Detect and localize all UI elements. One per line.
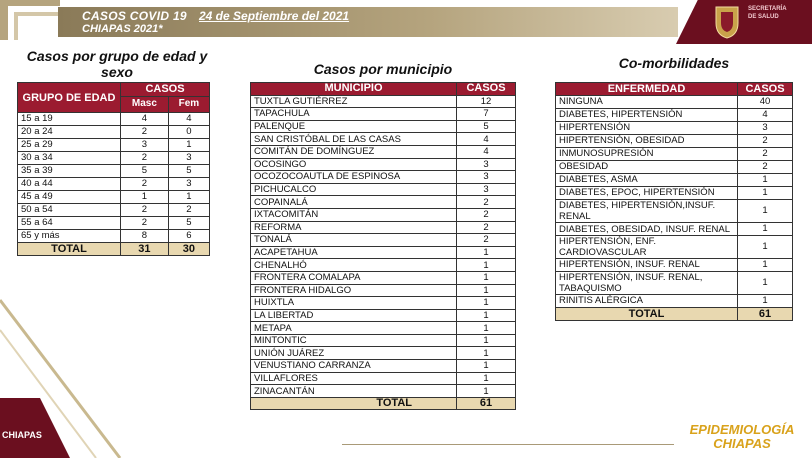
comorb-row (556, 223, 793, 236)
municipio-cell: VILLAFLORES (251, 372, 457, 385)
casos-cell: 4 (457, 145, 516, 158)
col-fem: Fem (168, 96, 209, 112)
fem-cell: 3 (168, 178, 209, 191)
masc-cell: 4 (121, 113, 169, 126)
col-grupo-edad: GRUPO DE EDAD (18, 83, 121, 113)
casos-cell: 7 (457, 108, 516, 121)
casos-cell: 1 (457, 347, 516, 360)
chiapas-logo-text: CHIAPAS (2, 430, 42, 440)
col-casos: CASOS (121, 83, 210, 97)
municipio-cell: OCOSINGO (251, 158, 457, 171)
enfermedad-cell: HIPERTENSIÓN, INSUF. RENAL, TABAQUISMO (556, 272, 738, 295)
comorb-row (556, 200, 793, 223)
masc-cell: 8 (121, 230, 169, 243)
header-date: 24 de Septiembre del 2021 (199, 9, 350, 23)
grupo-cell: 55 a 64 (18, 217, 121, 230)
casos-cell: 2 (457, 234, 516, 247)
masc-cell: 2 (121, 178, 169, 191)
comorb-row (556, 174, 793, 187)
casos-cell: 1 (738, 223, 793, 236)
col-enfermedad: ENFERMEDAD (556, 83, 738, 96)
casos-cell: 2 (738, 148, 793, 161)
enfermedad-cell: HIPERTENSIÓN, INSUF. RENAL (556, 259, 738, 272)
enfermedad-cell: NINGUNA (556, 96, 738, 109)
casos-cell: 4 (457, 133, 516, 146)
col-casos: CASOS (738, 83, 793, 96)
casos-cell: 1 (457, 246, 516, 259)
edad-row (18, 165, 210, 178)
comorb-row (556, 187, 793, 200)
casos-cell: 1 (457, 259, 516, 272)
masc-cell: 1 (121, 191, 169, 204)
edad-section-title: Casos por grupo de edad y sexo (26, 48, 208, 80)
municipio-cell: TUXTLA GUTIÉRREZ (251, 95, 457, 108)
grupo-cell: 65 y más (18, 230, 121, 243)
enfermedad-cell: DIABETES, HIPERTENSIÓN (556, 109, 738, 122)
comorb-row (556, 161, 793, 174)
municipio-table (250, 82, 516, 410)
municipio-row (251, 108, 516, 121)
comorb-row (556, 272, 793, 295)
enfermedad-cell: DIABETES, OBESIDAD, INSUF. RENAL (556, 223, 738, 236)
municipio-row (251, 259, 516, 272)
masc-cell: 3 (121, 139, 169, 152)
secretaria-salud-logo-panel (676, 0, 812, 44)
header-corner-decoration (0, 0, 60, 40)
municipio-row (251, 133, 516, 146)
masc-cell: 2 (121, 204, 169, 217)
brand-line2: CHIAPAS (713, 436, 771, 451)
edad-row (18, 217, 210, 230)
fem-cell: 2 (168, 204, 209, 217)
edad-total-row (18, 243, 210, 256)
municipio-row (251, 120, 516, 133)
municipio-row (251, 95, 516, 108)
municipio-cell: ZINACANTÁN (251, 385, 457, 398)
fem-cell: 5 (168, 165, 209, 178)
casos-cell: 1 (738, 200, 793, 223)
grupo-cell: 35 a 39 (18, 165, 121, 178)
casos-cell: 40 (738, 96, 793, 109)
edad-row (18, 113, 210, 126)
municipio-row (251, 385, 516, 398)
municipio-row (251, 221, 516, 234)
municipio-row (251, 360, 516, 373)
casos-cell: 1 (738, 174, 793, 187)
col-masc: Masc (121, 96, 169, 112)
fem-cell: 4 (168, 113, 209, 126)
municipio-row (251, 158, 516, 171)
municipio-cell: REFORMA (251, 221, 457, 234)
col-municipio: MUNICIPIO (251, 83, 457, 96)
comorb-section-title: Co-morbilidades (618, 55, 730, 71)
municipio-section-title: Casos por municipio (313, 61, 453, 77)
grupo-cell: 45 a 49 (18, 191, 121, 204)
municipio-cell: PALENQUE (251, 120, 457, 133)
municipio-row (251, 246, 516, 259)
grupo-cell: 50 a 54 (18, 204, 121, 217)
casos-cell: 4 (738, 109, 793, 122)
municipio-row (251, 271, 516, 284)
enfermedad-cell: HIPERTENSIÓN, OBESIDAD (556, 135, 738, 148)
comorb-row (556, 109, 793, 122)
casos-cell: 5 (457, 120, 516, 133)
col-casos: CASOS (457, 83, 516, 96)
casos-cell: 3 (457, 183, 516, 196)
chiapas-corazon-logo (0, 388, 70, 458)
comorb-row (556, 295, 793, 308)
municipio-row (251, 347, 516, 360)
grupo-cell: 20 a 24 (18, 126, 121, 139)
total-value: 61 (738, 308, 793, 321)
municipio-row (251, 334, 516, 347)
fem-cell: 6 (168, 230, 209, 243)
header-title: CASOS COVID 19 (82, 9, 187, 23)
comorb-row (556, 259, 793, 272)
total-label: TOTAL (18, 243, 121, 256)
comorb-row (556, 96, 793, 109)
casos-cell: 1 (457, 385, 516, 398)
casos-cell: 2 (457, 196, 516, 209)
municipio-cell: OCOZOCOAUTLA DE ESPINOSA (251, 171, 457, 184)
casos-cell: 1 (457, 297, 516, 310)
casos-cell: 1 (738, 236, 793, 259)
casos-cell: 1 (738, 259, 793, 272)
masc-cell: 2 (121, 126, 169, 139)
enfermedad-cell: DIABETES, ASMA (556, 174, 738, 187)
footer-divider (342, 444, 674, 445)
municipio-cell: IXTACOMITÁN (251, 208, 457, 221)
enfermedad-cell: HIPERTENSIÓN (556, 122, 738, 135)
casos-cell: 1 (738, 272, 793, 295)
casos-cell: 3 (738, 122, 793, 135)
casos-cell: 1 (457, 334, 516, 347)
total-value: 61 (457, 397, 516, 410)
municipio-cell: FRONTERA COMALAPA (251, 271, 457, 284)
comorb-row (556, 236, 793, 259)
municipio-cell: MINTONTIC (251, 334, 457, 347)
municipio-row (251, 234, 516, 247)
fem-cell: 3 (168, 152, 209, 165)
municipio-row (251, 284, 516, 297)
grupo-cell: 40 a 44 (18, 178, 121, 191)
comorb-row (556, 122, 793, 135)
total-masc: 31 (121, 243, 169, 256)
edad-row (18, 178, 210, 191)
casos-cell: 3 (457, 158, 516, 171)
comorb-row (556, 135, 793, 148)
municipio-cell: ACAPETAHUA (251, 246, 457, 259)
municipio-cell: TAPACHULA (251, 108, 457, 121)
edad-row (18, 139, 210, 152)
masc-cell: 2 (121, 152, 169, 165)
edad-sexo-table (17, 82, 210, 256)
enfermedad-cell: DIABETES, EPOC, HIPERTENSIÓN (556, 187, 738, 200)
comorb-row (556, 148, 793, 161)
municipio-row (251, 309, 516, 322)
casos-cell: 1 (457, 284, 516, 297)
casos-cell: 1 (457, 372, 516, 385)
epidemiologia-chiapas-logo (676, 423, 808, 451)
municipio-row (251, 183, 516, 196)
grupo-cell: 30 a 34 (18, 152, 121, 165)
casos-cell: 12 (457, 95, 516, 108)
municipio-row (251, 322, 516, 335)
edad-row (18, 191, 210, 204)
casos-cell: 1 (457, 322, 516, 335)
fem-cell: 5 (168, 217, 209, 230)
municipio-cell: VENUSTIANO CARRANZA (251, 360, 457, 373)
total-label: TOTAL (251, 397, 457, 410)
municipio-cell: LA LIBERTAD (251, 309, 457, 322)
casos-cell: 2 (457, 221, 516, 234)
fem-cell: 0 (168, 126, 209, 139)
enfermedad-cell: DIABETES, HIPERTENSIÓN,INSUF. RENAL (556, 200, 738, 223)
total-label: TOTAL (556, 308, 738, 321)
municipio-cell: METAPA (251, 322, 457, 335)
enfermedad-cell: RINITIS ALÉRGICA (556, 295, 738, 308)
edad-row (18, 152, 210, 165)
enfermedad-cell: INMUNOSUPRESIÓN (556, 148, 738, 161)
municipio-row (251, 297, 516, 310)
comorb-total-row (556, 308, 793, 321)
casos-cell: 3 (457, 171, 516, 184)
municipio-cell: COMITÁN DE DOMÍNGUEZ (251, 145, 457, 158)
municipio-total-row (251, 397, 516, 410)
municipio-row (251, 171, 516, 184)
enfermedad-cell: OBESIDAD (556, 161, 738, 174)
total-fem: 30 (168, 243, 209, 256)
comorbilidades-table (555, 82, 793, 321)
casos-cell: 1 (457, 271, 516, 284)
municipio-row (251, 208, 516, 221)
casos-cell: 2 (738, 161, 793, 174)
edad-row (18, 204, 210, 217)
logo-text-line1: SECRETARÍA (748, 6, 787, 12)
municipio-row (251, 372, 516, 385)
municipio-cell: FRONTERA HIDALGO (251, 284, 457, 297)
brand-line1: EPIDEMIOLOGÍA (689, 422, 795, 437)
grupo-cell: 25 a 29 (18, 139, 121, 152)
logo-text-line2: DE SALUD (748, 14, 779, 20)
fem-cell: 1 (168, 139, 209, 152)
casos-cell: 1 (738, 187, 793, 200)
municipio-cell: COPAINALÁ (251, 196, 457, 209)
fem-cell: 1 (168, 191, 209, 204)
municipio-cell: TONALÁ (251, 234, 457, 247)
municipio-row (251, 145, 516, 158)
casos-cell: 2 (738, 135, 793, 148)
municipio-row (251, 196, 516, 209)
casos-cell: 1 (457, 360, 516, 373)
casos-cell: 1 (457, 309, 516, 322)
edad-row (18, 126, 210, 139)
municipio-cell: HUIXTLA (251, 297, 457, 310)
municipio-cell: SAN CRISTÓBAL DE LAS CASAS (251, 133, 457, 146)
grupo-cell: 15 a 19 (18, 113, 121, 126)
header-subtitle: CHIAPAS 2021* (82, 23, 163, 35)
casos-cell: 1 (738, 295, 793, 308)
municipio-cell: CHENALHÓ (251, 259, 457, 272)
masc-cell: 2 (121, 217, 169, 230)
state-seal-icon (712, 3, 742, 39)
municipio-cell: PICHUCALCO (251, 183, 457, 196)
masc-cell: 5 (121, 165, 169, 178)
enfermedad-cell: HIPERTENSIÓN, ENF. CARDIOVASCULAR (556, 236, 738, 259)
municipio-cell: UNIÓN JUÁREZ (251, 347, 457, 360)
casos-cell: 2 (457, 208, 516, 221)
edad-row (18, 230, 210, 243)
